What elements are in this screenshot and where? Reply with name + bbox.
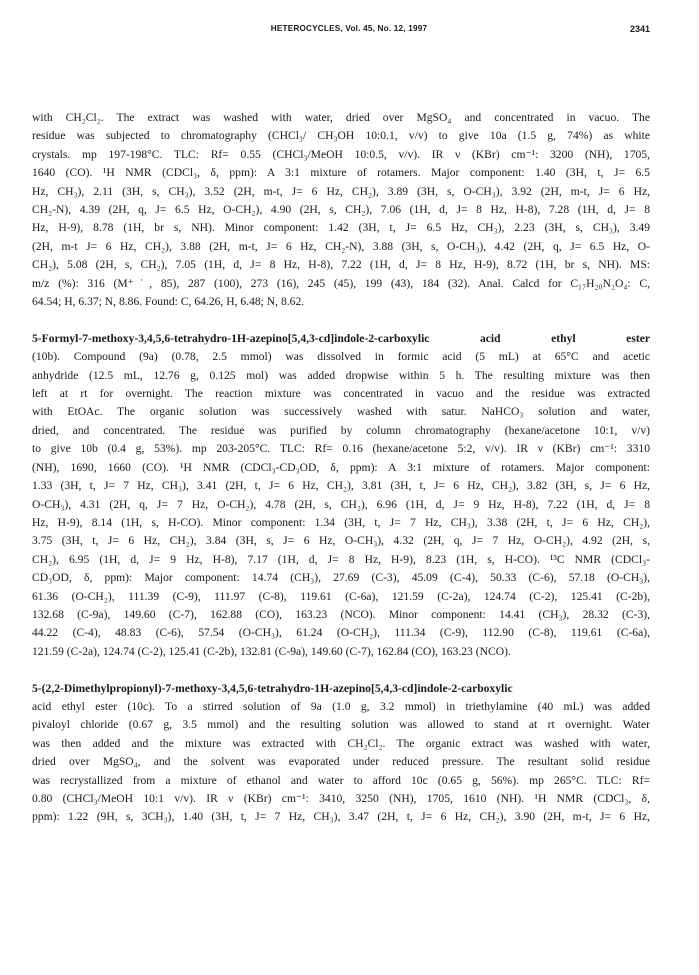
article-body: [32, 109, 650, 845]
text-line: acid ethyl ester (10c). To a stirred solution of 9a (1.0 g, 3.2 mmol) in triethylamine (40 mL) was added: [32, 699, 650, 713]
paragraph-10c: [32, 680, 650, 827]
text-line: 132.68 (C-9a), 149.60 (C-7), 162.88 (CO), 163.23 (NCO). Minor component: 14.41 (CH₃), 28.32 (C-3),: [32, 607, 650, 621]
text-line: CH₂), 6.95 (1H, d, J= 9 Hz, H-8), 7.17 (1H, d, J= 8 Hz, H-9), 8.23 (1H, s, H-CO). ¹³C NMR (CDCl₃-: [32, 552, 650, 566]
text-line: 3.75 (3H, t, J= 6 Hz, CH₂), 3.84 (3H, s, J= 6 Hz, O-CH₃), 4.32 (2H, q, J= 7 Hz, O-CH₂), 4.92 (2H, s,: [32, 534, 650, 548]
text-line: dried over MgSO₄, and the solvent was evaporated under reduced pressure. The resultant solid residue: [32, 755, 650, 769]
text-line: left at rt for overnight. The reaction mixture was concentrated in vacuo and the residue was extracted: [32, 387, 650, 401]
text-line: with CH₂Cl₂. The extract was washed with water, dried over MgSO₄ and concentrated in vacuo. The: [32, 111, 650, 124]
text-line: (NH), 1690, 1660 (CO). ¹H NMR (CDCl₃-CD₃OD, δ, ppm): A 3:1 mixture of rotamers. Major component:: [32, 460, 650, 474]
paragraph-10a-continued: [32, 109, 650, 311]
text-line: pivaloyl chloride (0.67 g, 3.5 mmol) and the resulting solution was allowed to stand at rt overnight. Water: [32, 718, 650, 732]
text-line: residue was subjected to chromatography (CHCl₃/ CH₃OH 10:0.1, v/v) to give 10a (1.5 g, 74%) as white: [32, 129, 650, 143]
text-line: to give 10b (0.4 g, 53%). mp 203-205°C. TLC: Rf= 0.16 (hexane/acetone 5:2, v/v). IR ν (KBr) cm⁻¹: 3310: [32, 442, 650, 456]
compound-title-line: 5-(2,2-Dimethylpropionyl)-7-methoxy-3,4,5,6-tetrahydro-1H-azepino[5,4,3-cd]indole-2-carboxylic: [32, 681, 513, 695]
text-line: Hz, CH₃), 2.11 (3H, s, CH₃), 3.52 (2H, m-t, J= 6 Hz, CH₂), 3.89 (3H, s, O-CH₃), 3.92 (2H, m-t, J= 6 Hz,: [32, 184, 650, 198]
text-line: 0.80 (CHCl₃/MeOH 10:1 v/v). IR ν (KBr) cm⁻¹: 3410, 3250 (NH), 1705, 1610 (NH). ¹H NMR (CDCl₃, δ,: [32, 792, 650, 805]
text-line: 121.59 (C-2a), 124.74 (C-2), 125.41 (C-2b), 132.81 (C-9a), 149.60 (C-7), 162.84 (CO), 163.23 (NCO).: [32, 644, 511, 658]
compound-title-line: 5-Formyl-7-methoxy-3,4,5,6-tetrahydro-1H-azepino[5,4,3-cd]indole-2-carboxylic acid ethyl ester: [32, 331, 650, 345]
text-line: 1.33 (3H, t, J= 7 Hz, CH₃), 3.41 (2H, t, J= 6 Hz, CH₂), 3.81 (3H, t, J= 6 Hz, CH₂), 3.82 (3H, s, J= 6 Hz,: [32, 479, 650, 493]
text-line: Hz, H-9), 8.14 (1H, s, H-CO). Minor component: 1.34 (3H, t, J= 7 Hz, CH₃), 3.38 (2H, t, J= 6 Hz, CH₂),: [32, 515, 650, 529]
text-line: CH₂), 5.08 (2H, s, CH₂), 7.05 (1H, d, J= 8 Hz, H-8), 7.22 (1H, d, J= 8 Hz, H-9), 8.72 (1H, br s, NH). MS:: [32, 258, 650, 272]
running-header: [48, 24, 650, 38]
journal-citation: HETEROCYCLES, Vol. 45, No. 12, 1997: [270, 24, 428, 33]
text-line: 1640 (CO). ¹H NMR (CDCl₃, δ, ppm): A 3:1 mixture of rotamers. Major component: 1.40 (3H, t, J= 6.5: [32, 166, 650, 180]
text-line: 44.22 (C-4), 48.83 (C-6), 57.54 (O-CH₃), 61.24 (O-CH₂), 111.34 (C-9), 112.90 (C-8), 119.61 (C-6a),: [32, 626, 650, 640]
text-line: m/z (%): 316 (M⁺˙, 85), 287 (100), 273 (16), 245 (45), 199 (43), 184 (32). Anal. Calcd for C₁₇H₂₀N₂O₄: C,: [32, 276, 650, 290]
text-line: CH₂-N), 4.39 (2H, q, J= 6.5 Hz, O-CH₂), 4.90 (2H, s, CH₂), 7.06 (1H, d, J= 8 Hz, H-8), 7.28 (1H, d, J= 8: [32, 203, 650, 217]
text-line: Hz, H-9), 8.78 (1H, br s, NH). Minor component: 1.42 (3H, t, J= 6.5 Hz, CH₃), 2.23 (3H, s, CH₃), 3.49: [32, 221, 650, 235]
text-line: (10b). Compound (9a) (0.78, 2.5 mmol) was dissolved in formic acid (5 mL) at 65°C and acetic: [32, 350, 650, 364]
text-line: crystals. mp 197-198°C. TLC: Rf= 0.55 (CHCl₃/MeOH 10:0.5, v/v). IR ν (KBr) cm⁻¹: 3200 (NH), 1705,: [32, 147, 650, 161]
text-line: anhydride (12.5 mL, 12.76 g, 0.125 mol) was added dropwise within 5 h. The resulting mixture was then: [32, 368, 650, 382]
text-line: with EtOAc. The organic solution was successively washed with satur. NaHCO₃ solution and water,: [32, 405, 650, 419]
text-line: was recrystallized from a mixture of ethanol and water to afford 10c (0.65 g, 56%). mp 265°C. TLC: Rf=: [32, 773, 650, 787]
text-line: ppm): 1.22 (9H, s, 3CH₃), 1.40 (3H, t, J= 7 Hz, CH₃), 3.47 (2H, t, J= 6 Hz, CH₂), 3.90 (2H, m-t, J= 6 Hz,: [32, 810, 650, 824]
text-line: dried, and concentrated. The residue was purified by column chromatography (hexane/acetone 10:1, v/v): [32, 423, 650, 437]
text-line: CD₃OD, δ, ppm): Major component: 14.74 (CH₃), 27.69 (C-3), 45.09 (C-4), 50.33 (C-6), 57.18 (O-CH₃),: [32, 571, 650, 585]
text-line: 64.54; H, 6.37; N, 8.86. Found: C, 64.26, H, 6.48; N, 8.62.: [32, 295, 305, 309]
text-line: 61.36 (O-CH₂), 111.39 (C-9), 111.97 (C-8), 119.61 (C-6a), 121.59 (C-2a), 124.74 (C-2), 125.41 (C-2b),: [32, 589, 650, 603]
text-line: O-CH₃), 4.31 (2H, q, J= 7 Hz, O-CH₂), 4.78 (2H, s, CH₂), 6.96 (1H, d, J= 9 Hz, H-8), 7.22 (1H, d, J= 8: [32, 497, 650, 511]
paragraph-10b: [32, 330, 650, 661]
text-line: (2H, m-t J= 6 Hz, CH₂), 3.88 (2H, m-t, J= 6 Hz, CH₂-N), 3.88 (3H, s, O-CH₃), 4.42 (2H, q, J= 6.5 Hz, O-: [32, 239, 650, 253]
page-number: 2341: [629, 24, 650, 34]
text-line: was then added and the mixture was extracted with CH₂Cl₂. The organic extract was washed with water,: [32, 736, 650, 750]
